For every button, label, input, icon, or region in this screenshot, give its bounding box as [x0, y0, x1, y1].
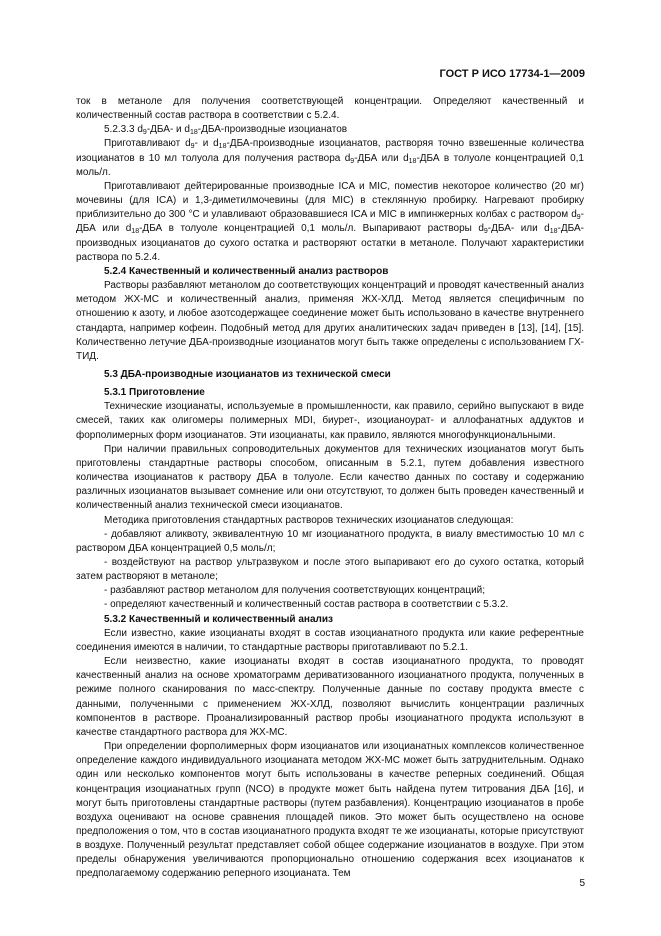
paragraph: - определяют качественный и количественный состав раствора в соответствии с 5.3.2.: [104, 599, 509, 611]
paragraph: - разбавляют раствор метанолом для получения соответствующих концентраций;: [104, 585, 486, 597]
document-header: ГОСТ Р ИСО 17734-1—2009: [439, 68, 585, 80]
paragraph: Если известно, какие изоцианаты входят в состав изоцианатного продукта или какие референтные соединения имеются в наличии, то стандартные растворы приготавливают по 5.2.1.: [76, 627, 584, 653]
section-heading: 5.3.1 Приготовление: [104, 387, 205, 399]
paragraph: При определении форполимерных форм изоцианатов или изоцианатных комплексов количественное определение каждого индивидуального изоцианата методом ЖХ-МС может быть затруднительным. Однако один или несколько компонентов могут быть использованы в качестве реперных соединений. Общая концентрация изоцианатных групп (NCO) в продукте может быть найдена путем титрования ДБА [16], и могут быть приготовлены стандартные растворы (путем разбавления). Концентрацию изоцианатов в пробе воздуха оценивают на основе сравнения площадей пиков. Это может быть осуществлено на основе предположения о том, что в состав изоцианатного продукта входят те же изоцианаты, которые присутствуют в воздухе. Полученный результат представляет собой общее содержание изоцианатов в воздухе. При этом пределы обнаружения увеличиваются пропорционально отношению содержания всех изоцианатов к предполагаемому содержанию реперного изоцианата. Тем: [76, 741, 584, 880]
section-heading: 5.3.2 Качественный и количественный анализ: [104, 613, 333, 625]
paragraph: При наличии правильных сопроводительных документов для технических изоцианатов могут быть приготовлены стандартные растворы способом, описанным в 5.2.1, путем добавления известного количества изоцианатов к раствору ДБА в толуоле. Если качество данных по составу и содержанию различных изоцианатов вызывает сомнение или они отсутствуют, то должен быть проведен качественный и количественный анализ технической смеси изоцианатов.: [76, 443, 584, 512]
paragraph: 5.2.3.3 $d_9-ДБА-$ и $d_{18}-ДБА$-производные изоцианатов: [104, 124, 348, 137]
document-body: [76, 95, 584, 882]
paragraph: Методика приготовления стандартных растворов технических изоцианатов следующая:: [104, 514, 514, 526]
paragraph: - добавляют аликвоту, эквивалентную 10 мг изоцианатного продукта, в виалу вместимостью 10 мл с раствором ДБА концентрацией 0,5 моль/л;: [76, 528, 584, 554]
paragraph: ток в метаноле для получения соответствующей концентрации. Определяют качественный и количественный состав раствора в соответствии с 5.2.4.: [76, 96, 584, 122]
paragraph: - воздействуют на раствор ультразвуком и после этого выпаривают его до сухого остатка, который затем растворяют в метаноле;: [76, 557, 584, 583]
section-heading: 5.3 ДБА-производные изоцианатов из технической смеси: [104, 368, 391, 380]
section-heading: 5.2.4 Качественный и количественный анализ растворов: [104, 265, 389, 277]
paragraph: Приготавливают дейтерированные производные ICA и MIC, поместив некоторое количество (20 мг) мочевины (для ICA) и 1,3-диметилмочевины (для MIC) в стеклянную пробирку. Нагревают пробирку приблизительно до 300 °С и улавливают образовавшиеся ICA и MIC в импинжерных колбах с раствором $d_9$-ДБА или $d_{18}$-ДБА в толуоле концентрацией 0,1 моль/л. Выпаривают растворы $d_9-ДБА-$ или $d_{18}-ДБА$-производных изоцианатов до сухого остатка и растворяют остатки в метаноле. Получают характеристики раствора по 5.2.4.: [76, 180, 584, 263]
paragraph: Технические изоцианаты, используемые в промышленности, как правило, серийно выпускают в виде смесей, таких как олигомеры полимерных MDI, биурет-, изоцианоурат- и аллофанатных аддуктов и форполимерных форм изоцианатов. Эти изоцианаты, как правило, являются многофункциональными.: [76, 401, 584, 441]
paragraph: Приготавливают $d_9-$ и $d_{18}-ДБА$-производные изоцианатов, растворяя точно взвешенные количества изоцианатов в 10 мл толуола для получения раствора $d_9$-ДБА или $d_{18}$-ДБА в толуоле концентрацией 0,1 моль/л.: [76, 138, 584, 178]
paragraph: Растворы разбавляют метанолом до соответствующих концентраций и проводят качественный анализ методом ЖХ-МС и количественный анализ, применяя ЖХ-ХЛД. Метод является специфичным по отношению к азоту, и любое азотсодержащее соединение может быть использовано в качестве внутреннего стандарта, например кофеин. Подобный метод для других аналитических задач приведен в [13], [14], [15]. Количественно летучие ДБА-производные изоцианатов могут быть также определены с использованием ГХ-ТИД.: [76, 280, 584, 362]
paragraph: Если неизвестно, какие изоцианаты входят в состав изоцианатного продукта, то проводят качественный анализ на основе хроматограмм дериватизованного изоцианатного продукта, полученных в режиме полного сканирования по масс-спектру. Полученные данные по составу продукта вместе с данными, полученными с применением ЖХ-ХЛД, позволяют вычислить концентрации различных компонентов в растворе. Проанализированный раствор пробы изоцианатного продукта используют в качестве стандартного раствора для ЖХ-МС.: [76, 656, 584, 738]
page-number: 5: [579, 878, 585, 889]
